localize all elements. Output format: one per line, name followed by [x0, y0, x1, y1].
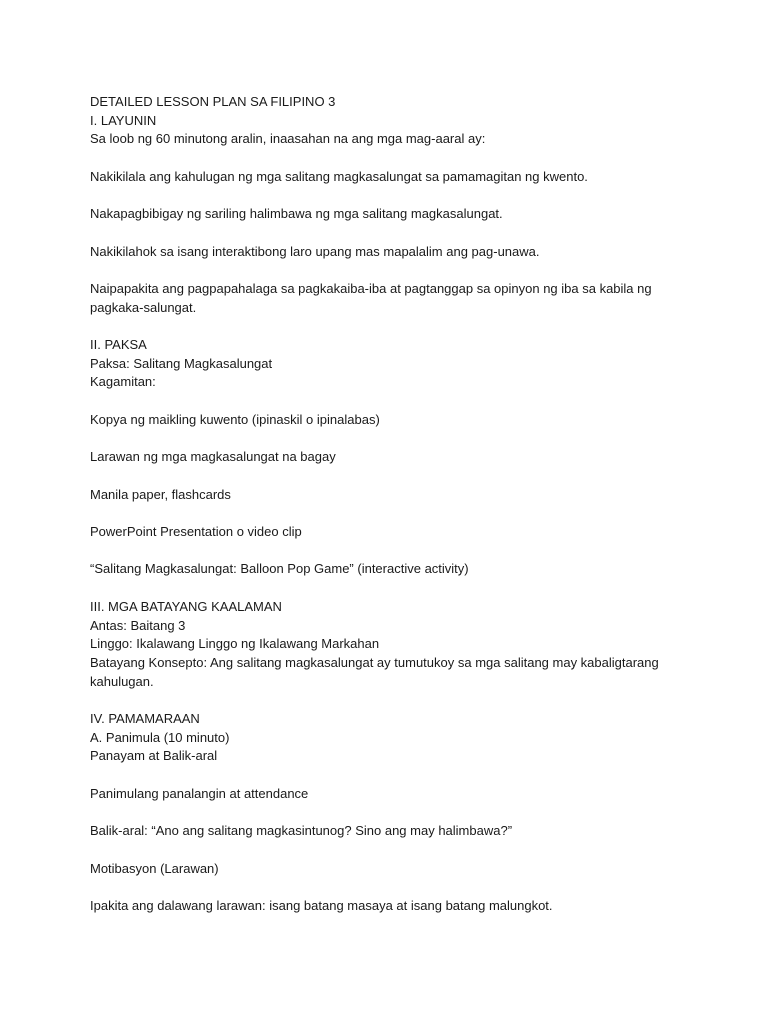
material-item: PowerPoint Presentation o video clip [90, 524, 302, 540]
procedure-item: Panimulang panalangin at attendance [90, 785, 309, 801]
material-item: Kopya ng maikling kuwento (ipinaskil o ipinalabas) [90, 411, 380, 427]
konsepto-line: Batayang Konsepto: Ang salitang magkasalungat ay tumutukoy sa mga salitang may kabaligtarang kahulugan. [90, 654, 659, 689]
procedure-item: Motibasyon (Larawan) [90, 860, 219, 876]
section-heading-batayang-kaalaman: III. MGA BATAYANG KAALAMAN [90, 598, 282, 614]
layunin-intro: Sa loob ng 60 minutong aralin, inaasahan na ang mga mag-aaral ay: [90, 131, 486, 147]
section-heading-paksa: II. PAKSA [90, 337, 147, 353]
material-item: “Salitang Magkasalungat: Balloon Pop Game” (interactive activity) [90, 561, 469, 577]
panimula-title: Panayam at Balik-aral [90, 748, 218, 764]
section-heading-layunin: I. LAYUNIN [90, 112, 157, 128]
objective-item: Nakikilala ang kahulugan ng mga salitang magkasalungat sa pamamagitan ng kwento. [90, 168, 588, 184]
objective-item: Naipapakita ang pagpapahalaga sa pagkakaiba-iba at pagtanggap sa opinyon ng iba sa kabila ng pagkaka-salungat. [90, 280, 652, 315]
document-title: DETAILED LESSON PLAN SA FILIPINO 3 [90, 94, 336, 109]
material-item: Manila paper, flashcards [90, 486, 231, 502]
procedure-item: Ipakita ang dalawang larawan: isang batang masaya at isang batang malungkot. [90, 897, 553, 913]
objective-item: Nakapagbibigay ng sariling halimbawa ng mga salitang magkasalungat. [90, 206, 503, 222]
lesson-plan-document [90, 93, 690, 916]
linggo-line: Linggo: Ikalawang Linggo ng Ikalawang Markahan [90, 636, 380, 652]
antas-line: Antas: Baitang 3 [90, 617, 186, 633]
kagamitan-label: Kagamitan: [90, 374, 156, 390]
paksa-line: Paksa: Salitang Magkasalungat [90, 355, 273, 371]
section-heading-pamamaraan: IV. PAMAMARAAN [90, 711, 200, 727]
objective-item: Nakikilahok sa isang interaktibong laro upang mas mapalalim ang pag-unawa. [90, 243, 540, 259]
panimula-subheading: A. Panimula (10 minuto) [90, 729, 230, 745]
material-item: Larawan ng mga magkasalungat na bagay [90, 449, 336, 465]
procedure-item: Balik-aral: “Ano ang salitang magkasintunog? Sino ang may halimbawa?” [90, 823, 513, 839]
